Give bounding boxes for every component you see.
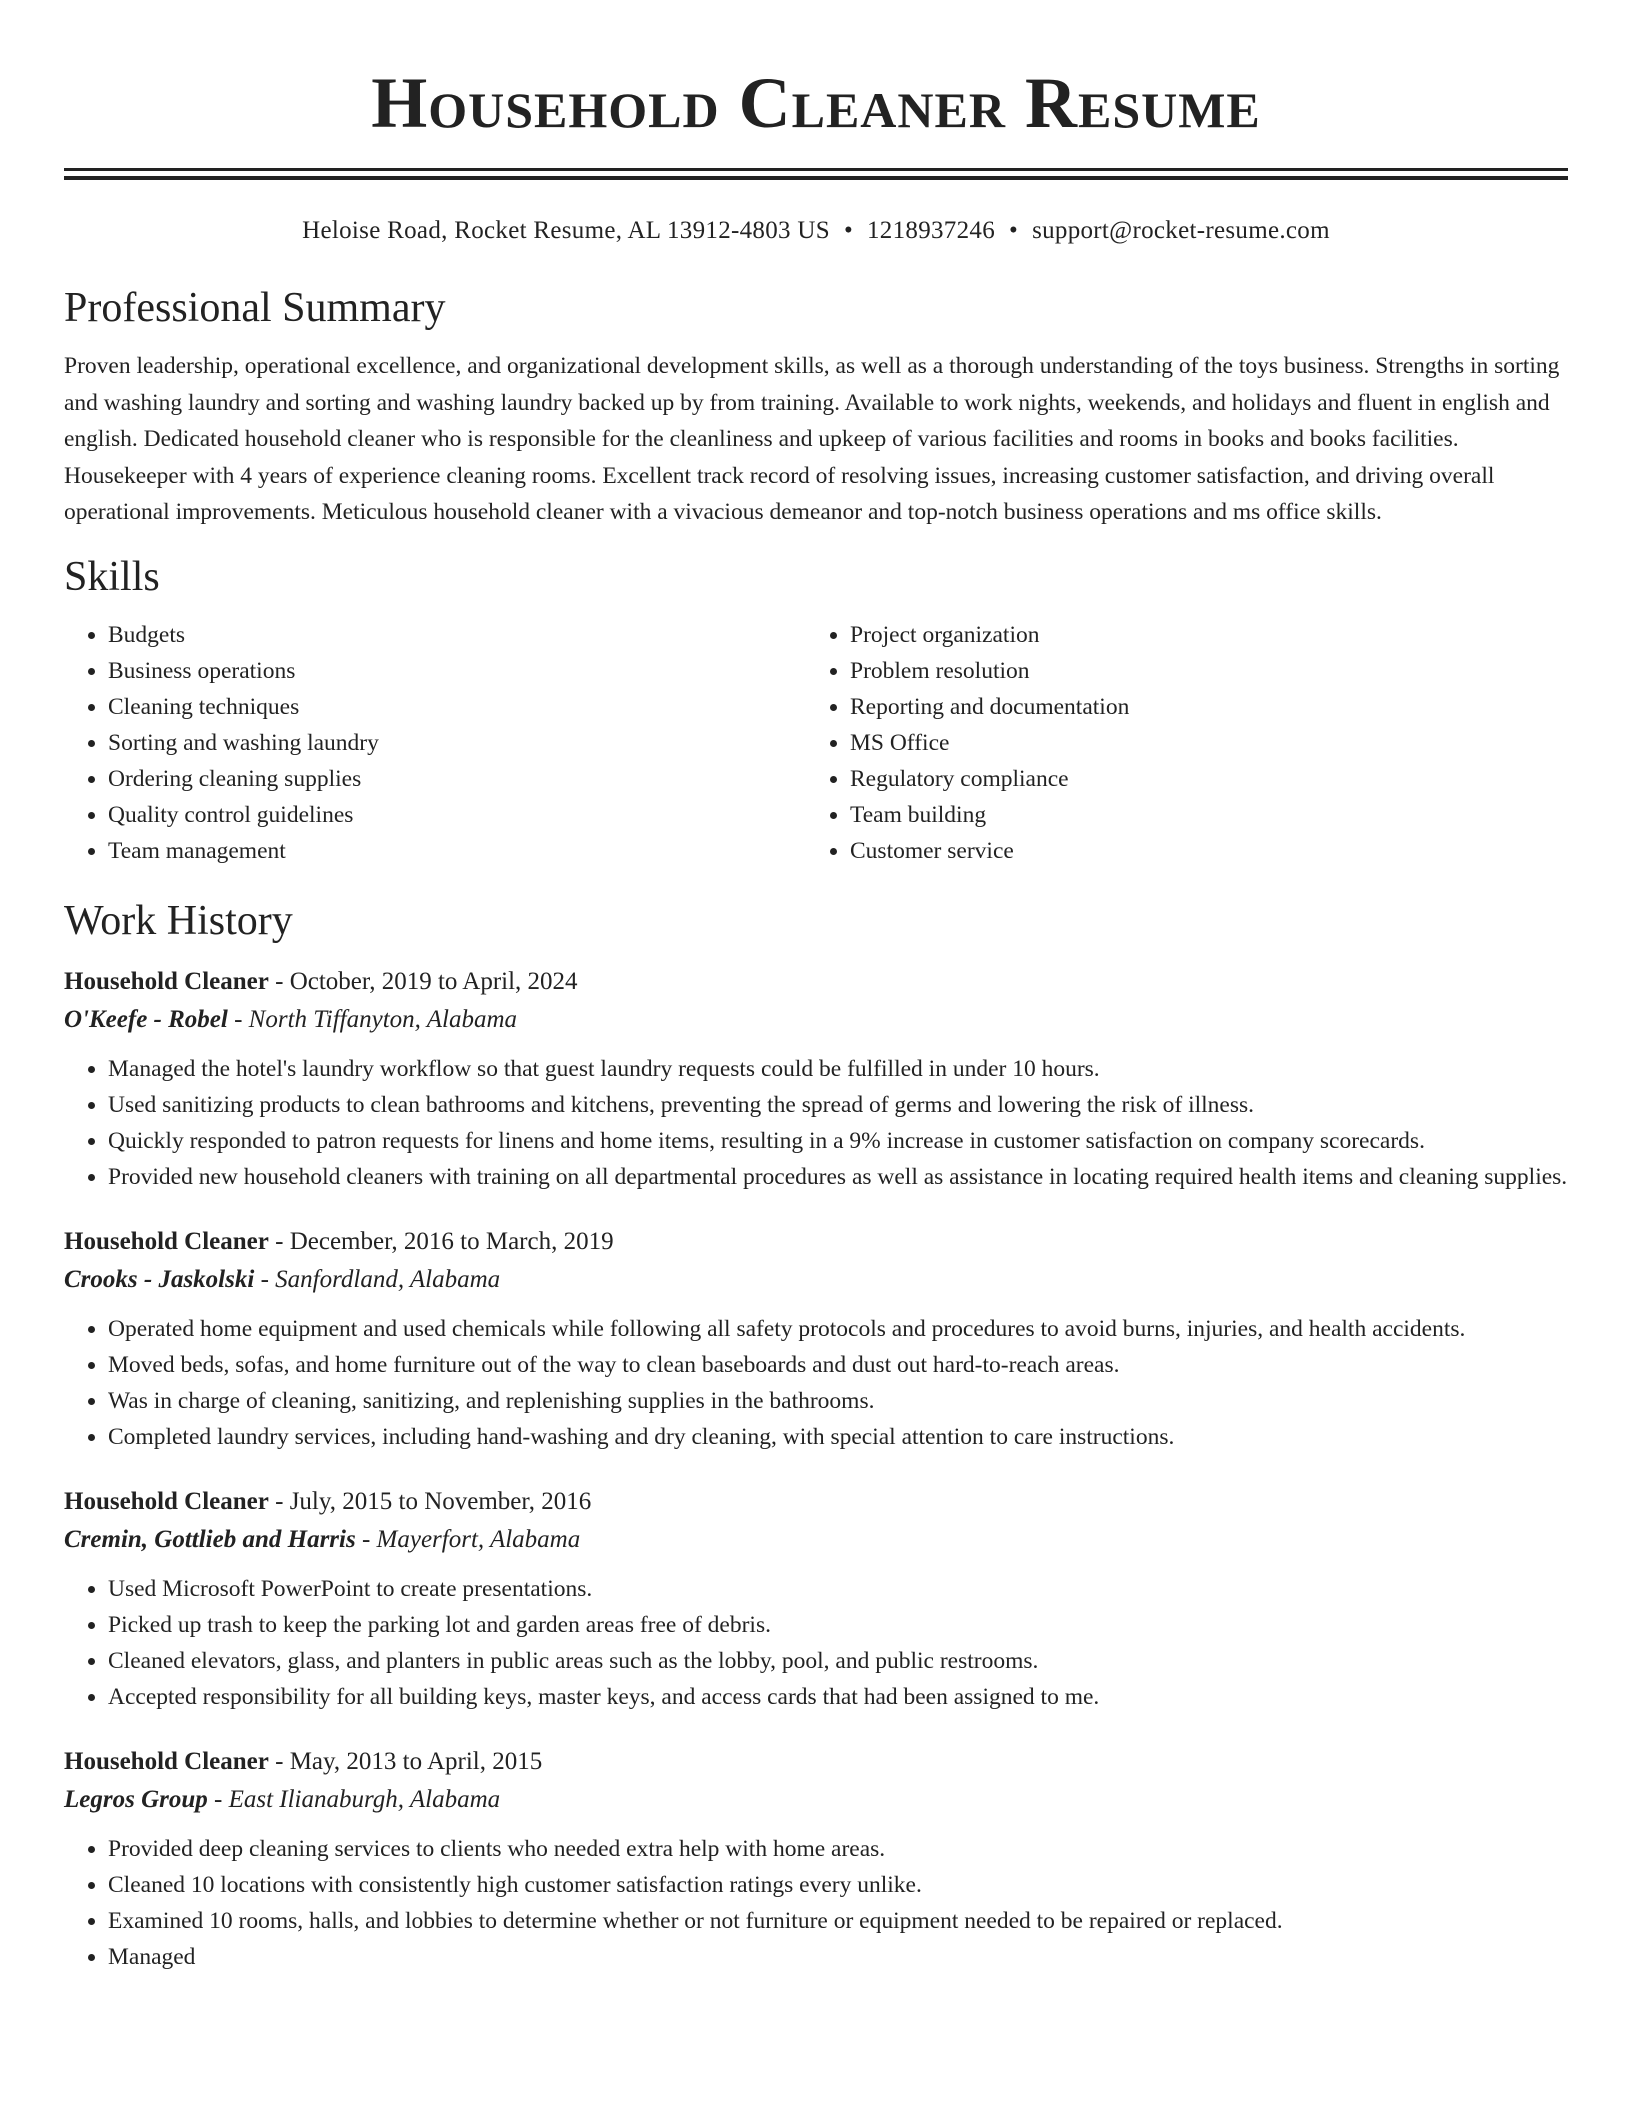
job-entry [64,1223,1568,1455]
job-dates: - July, 2015 to November, 2016 [268,1487,592,1515]
job-location: - East Ilianaburgh, Alabama [207,1785,501,1813]
job-bullet: • Quickly responded to patron requests for linens and home items, resulting in a 9% increase in customer satisfaction on company scorecards. [108,1123,1568,1159]
skill-item: • Team management [108,833,806,869]
skill-item: • MS Office [850,725,1548,761]
job-company: O'Keefe - Robel [64,1005,228,1033]
job-header [64,1743,1568,1781]
job-dates: - December, 2016 to March, 2019 [268,1227,614,1255]
resume-page [64,0,1568,1975]
job-dates: - May, 2013 to April, 2015 [268,1747,543,1775]
job-dates: - October, 2019 to April, 2024 [268,967,578,995]
job-bullet: • Cleaned elevators, glass, and planters in public areas such as the lobby, pool, and public restrooms. [108,1643,1568,1679]
job-bullet: • Provided deep cleaning services to clients who needed extra help with home areas. [108,1831,1568,1867]
job-header [64,963,1568,1001]
skill-item: • Ordering cleaning supplies [108,761,806,797]
skill-item: • Customer service [850,833,1548,869]
skill-item: • Team building [850,797,1548,833]
summary-heading: Professional Summary [64,285,446,331]
job-location: - North Tiffanyton, Alabama [227,1005,517,1033]
job-role: Household Cleaner [64,967,269,995]
skill-item: • Business operations [108,653,806,689]
job-location: - Mayerfort, Alabama [355,1525,581,1553]
contact-separator: • [1009,217,1019,244]
skill-item: • Project organization [850,617,1548,653]
resume-title: Household Cleaner Resume [371,63,1261,143]
job-bullet: • Was in charge of cleaning, sanitizing, and replenishing supplies in the bathrooms. [108,1383,1568,1419]
skills-column-left [64,617,806,869]
job-bullet: • Provided new household cleaners with training on all departmental procedures as well as assistance in locating required health items and cleaning supplies. [108,1159,1568,1195]
job-bullets [64,1571,1568,1715]
skills-column-right [806,617,1548,869]
job-company-line [64,1001,1568,1039]
title-double-rule [64,168,1568,180]
skill-item: • Reporting and documentation [850,689,1548,725]
job-header [64,1483,1568,1521]
skills-list [64,617,1568,869]
job-bullets [64,1831,1568,1975]
job-entry [64,1743,1568,1975]
job-role: Household Cleaner [64,1747,269,1775]
skill-item: • Sorting and washing laundry [108,725,806,761]
summary-text: Proven leadership, operational excellence, and organizational development skills, as well as a thorough understanding of the toys business. Strengths in sorting and washing laundry and sorting and washing laundry backed up by from training. Available to work nights, weekends, and holidays and fluent in english and english. Dedicated household cleaner who is responsible for the cleanliness and upkeep of various facilities and rooms in books and books facilities. Housekeeper with 4 years of experience cleaning rooms. Excellent track record of resolving issues, increasing customer satisfaction, and driving overall operational improvements. Meticulous household cleaner with a vivacious demeanor and top-notch business operations and ms office skills. [64,353,1560,525]
contact-separator: • [843,217,853,244]
contact-phone: 1218937246 [867,217,995,244]
contact-email: support@rocket-resume.com [1032,217,1330,244]
job-company-line [64,1521,1568,1559]
skill-item: • Problem resolution [850,653,1548,689]
contact-line [64,214,1568,248]
job-bullet: • Moved beds, sofas, and home furniture out of the way to clean baseboards and dust out hard-to-reach areas. [108,1347,1568,1383]
job-header [64,1223,1568,1261]
job-company-line [64,1261,1568,1299]
job-bullet: • Used Microsoft PowerPoint to create presentations. [108,1571,1568,1607]
job-location: - Sanfordland, Alabama [254,1265,501,1293]
job-role: Household Cleaner [64,1227,269,1255]
skill-item: • Cleaning techniques [108,689,806,725]
job-bullet: • Operated home equipment and used chemicals while following all safety protocols and procedures to avoid burns, injuries, and health accidents. [108,1311,1568,1347]
job-bullet: • Completed laundry services, including hand-washing and dry cleaning, with special attention to care instructions. [108,1419,1568,1455]
job-company-line [64,1781,1568,1819]
job-bullet: • Picked up trash to keep the parking lot and garden areas free of debris. [108,1607,1568,1643]
job-bullet: • Used sanitizing products to clean bathrooms and kitchens, preventing the spread of germs and lowering the risk of illness. [108,1087,1568,1123]
skill-item: • Regulatory compliance [850,761,1548,797]
job-company: Legros Group [64,1785,208,1813]
job-bullet: • Managed [108,1939,1568,1975]
job-role: Household Cleaner [64,1487,269,1515]
job-bullets [64,1051,1568,1195]
job-bullet: • Accepted responsibility for all building keys, master keys, and access cards that had been assigned to me. [108,1679,1568,1715]
job-bullet: • Cleaned 10 locations with consistently high customer satisfaction ratings every unlike. [108,1867,1568,1903]
skill-item: • Quality control guidelines [108,797,806,833]
job-entry [64,963,1568,1195]
work-history-heading: Work History [64,897,293,944]
job-company: Cremin, Gottlieb and Harris [64,1525,356,1553]
job-bullet: • Examined 10 rooms, halls, and lobbies to determine whether or not furniture or equipment needed to be repaired or replaced. [108,1903,1568,1939]
job-entry [64,1483,1568,1715]
skill-item: • Budgets [108,617,806,653]
job-company: Crooks - Jaskolski [64,1265,255,1293]
job-bullets [64,1311,1568,1455]
skills-heading: Skills [64,553,160,600]
job-bullet: • Managed the hotel's laundry workflow so that guest laundry requests could be fulfilled in under 10 hours. [108,1051,1568,1087]
contact-address: Heloise Road, Rocket Resume, AL 13912-4803 US [302,217,830,244]
